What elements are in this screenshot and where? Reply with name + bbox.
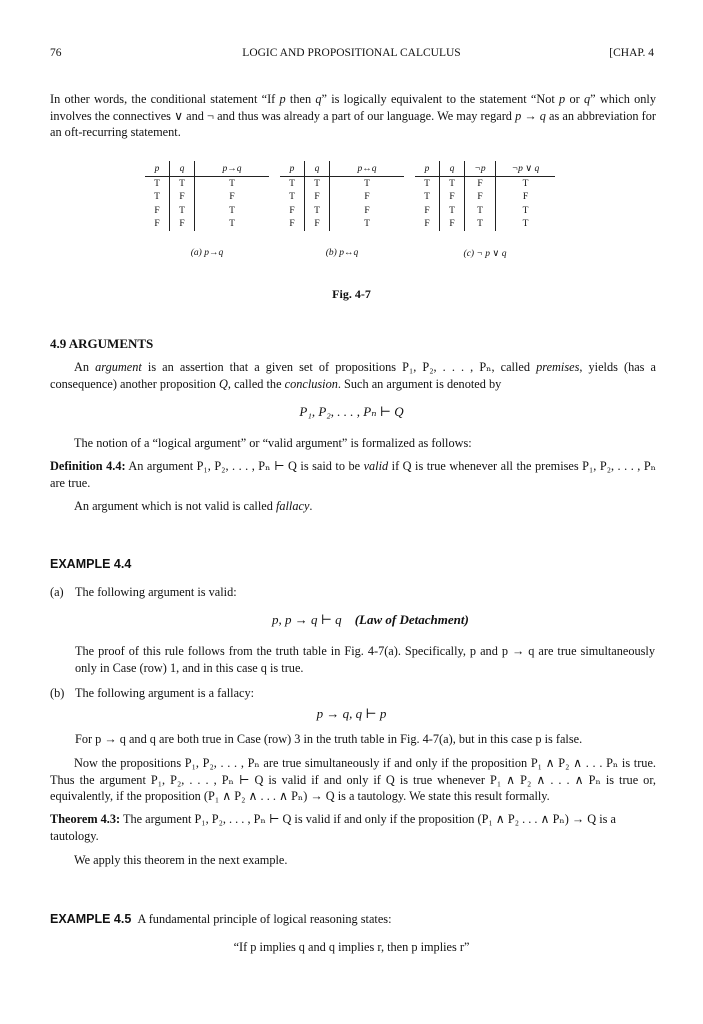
truth-table-b: p q p↔q T T T T F F F T F F F T bbox=[280, 161, 404, 231]
example-b-proof: For p → q and q are both true in Case (row) 3 in the truth table in Fig. 4-7(a), but in this case p is false. bbox=[75, 732, 583, 746]
fallacy-paragraph: An argument which is not valid is called fallacy. bbox=[74, 499, 313, 513]
intro-paragraph: In other words, the conditional statement “If p then q” is logically equivalent to the statement “Not p or q” which only involves the connectives ∨ and ¬ and thus was already a part of our language. We may regard p → q as an abbreviation for an oft-recurring statement. bbox=[50, 92, 656, 139]
example-a-label: (a) bbox=[50, 585, 64, 599]
syllogism-quote: “If p implies q and q implies r, then p implies r” bbox=[233, 940, 470, 954]
example-b-label: (b) bbox=[50, 686, 65, 700]
example-4-4-heading: EXAMPLE 4.4 bbox=[50, 557, 132, 571]
caption-c: (c) ¬ p ∨ q bbox=[463, 249, 507, 259]
notion-paragraph: The notion of a “logical argument” or “valid argument” is formalized as follows: bbox=[74, 436, 472, 450]
argument-notation: P₁, P₂, . . . , Pₙ ⊢ Q bbox=[299, 404, 404, 419]
figure-label: Fig. 4-7 bbox=[332, 287, 371, 301]
example-4-5: EXAMPLE 4.5 A fundamental principle of logical reasoning states: bbox=[50, 912, 392, 926]
apply-theorem-paragraph: We apply this theorem in the next example. bbox=[74, 853, 288, 867]
truth-table-c: p q ¬p ¬p ∨ q T T F T T F F F F T T T F F T T bbox=[415, 161, 555, 231]
theorem-4-3: Theorem 4.3: The argument P₁, P₂, . . . , Pₙ ⊢ Q is valid if and only if the proposition (P₁ ∧ P₂ . . . ∧ Pₙ) → Q is a tautology. bbox=[50, 812, 616, 843]
page-number: 76 bbox=[50, 47, 62, 59]
example-b-text: The following argument is a fallacy: bbox=[75, 686, 255, 700]
caption-b: (b) p↔q bbox=[325, 248, 359, 258]
running-title: LOGIC AND PROPOSITIONAL CALCULUS bbox=[242, 47, 461, 59]
caption-a: (a) p→q bbox=[190, 248, 224, 258]
fallacy-display: p → q, q ⊢ p bbox=[316, 706, 387, 721]
example-a-text: The following argument is valid: bbox=[75, 585, 237, 599]
section-heading: 4.9 ARGUMENTS bbox=[50, 336, 154, 351]
argument-definition-paragraph: An argument is an assertion that a given set of propositions P₁, P₂, . . . , Pₙ, called premises, yields (has a consequence) another proposition Q, called the conclusion. Such an argument is denoted by bbox=[50, 360, 657, 391]
definition-4-4: Definition 4.4: An argument P₁, P₂, . . . , Pₙ ⊢ Q is said to be valid if Q is true whenever all the premises P₁, P₂, . . . , Pₙ are true. bbox=[50, 459, 656, 490]
truth-table-a: p q p→q T T T T F F F T T F F T bbox=[145, 161, 269, 231]
conjunction-paragraph: Now the propositions P₁, P₂, . . . , Pₙ are true simultaneously if and only if the proposition P₁ ∧ P₂ ∧ . . . Pₙ is true. Thus the argument P₁, P₂, . . . , Pₙ ⊢ Q is valid if and only if Q is true whenever P₁ ∧ P₂ ∧ . . . ∧ Pₙ is true or, equivalently, if the proposition (P₁ ∧ P₂ ∧ . . . ∧ Pₙ) → Q is a tautology. We state this result formally. bbox=[50, 756, 656, 803]
chapter-label: [CHAP. 4 bbox=[609, 47, 654, 59]
law-of-detachment-display: p, p → q ⊢ q (Law of Detachment) bbox=[272, 612, 469, 627]
example-a-proof: The proof of this rule follows from the truth table in Fig. 4-7(a). Specifically, p and p → q are true simultaneously only in Case (row) 1, and in this case q is true. bbox=[75, 644, 655, 675]
